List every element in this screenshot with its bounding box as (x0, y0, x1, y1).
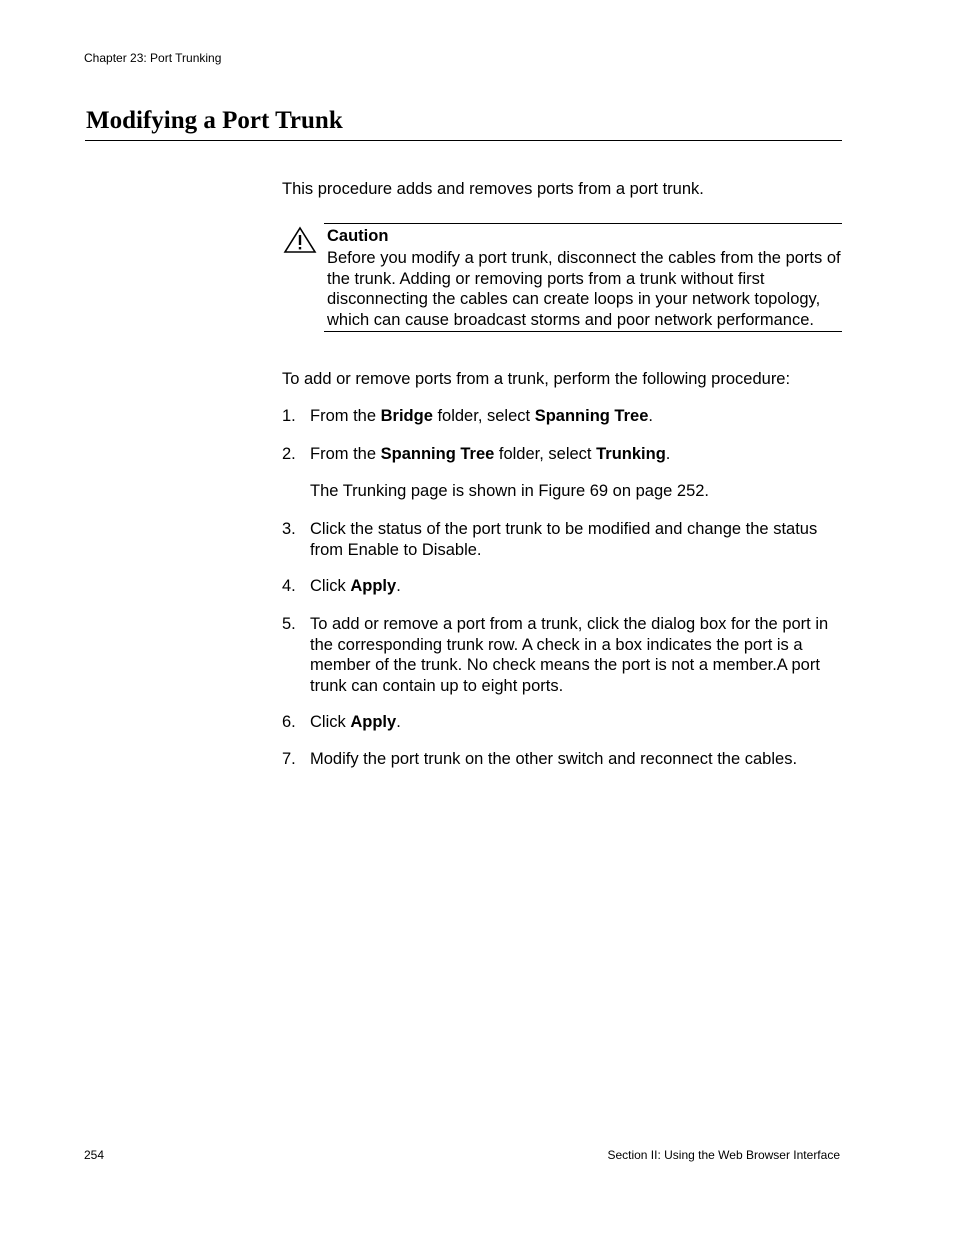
caution-heading: Caution (327, 227, 389, 245)
procedure-lead: To add or remove ports from a trunk, perform the following procedure: (282, 370, 791, 388)
chapter-header: Chapter 23: Port Trunking (84, 51, 222, 65)
step-text: From the Bridge folder, select Spanning Tree. (310, 407, 653, 425)
step-number: 3. (282, 520, 296, 538)
step-number: 5. (282, 615, 296, 633)
step-text: Click Apply. (310, 577, 401, 595)
step-number: 4. (282, 577, 296, 595)
caution-text: Before you modify a port trunk, disconnect the cables from the ports of the trunk. Adding or removing ports from a trunk without first disconnecting the cables can create loops in your network topology, which can cause broadcast storms and poor network performance. (327, 249, 841, 329)
page-number: 254 (84, 1148, 105, 1162)
page-title: Modifying a Port Trunk (86, 107, 343, 134)
step-text: To add or remove a port from a trunk, click the dialog box for the port in the corresponding trunk row. A check in a box indicates the port is a member of the trunk. No check means the port is not a member.A port trunk can contain up to eight ports. (310, 615, 829, 695)
step-number: 1. (282, 407, 296, 425)
step-text: Click the status of the port trunk to be modified and change the status from Enable to Disable. (310, 520, 818, 559)
step-text: From the Spanning Tree folder, select Trunking. (310, 445, 671, 463)
intro-paragraph: This procedure adds and removes ports from a port trunk. (282, 180, 704, 198)
caution-top-rule (324, 223, 842, 224)
step-text: Modify the port trunk on the other switch and reconnect the cables. (310, 750, 798, 768)
step-number: 2. (282, 445, 296, 463)
caution-bottom-rule (324, 331, 842, 332)
step-note-text: The Trunking page is shown in Figure 69 on page 252. (310, 482, 710, 500)
warning-triangle-icon (283, 226, 317, 254)
step-text: Click Apply. (310, 713, 401, 731)
step-number: 6. (282, 713, 296, 731)
section-footer: Section II: Using the Web Browser Interface (607, 1148, 840, 1162)
step-number: 7. (282, 750, 296, 768)
title-rule (85, 140, 842, 141)
